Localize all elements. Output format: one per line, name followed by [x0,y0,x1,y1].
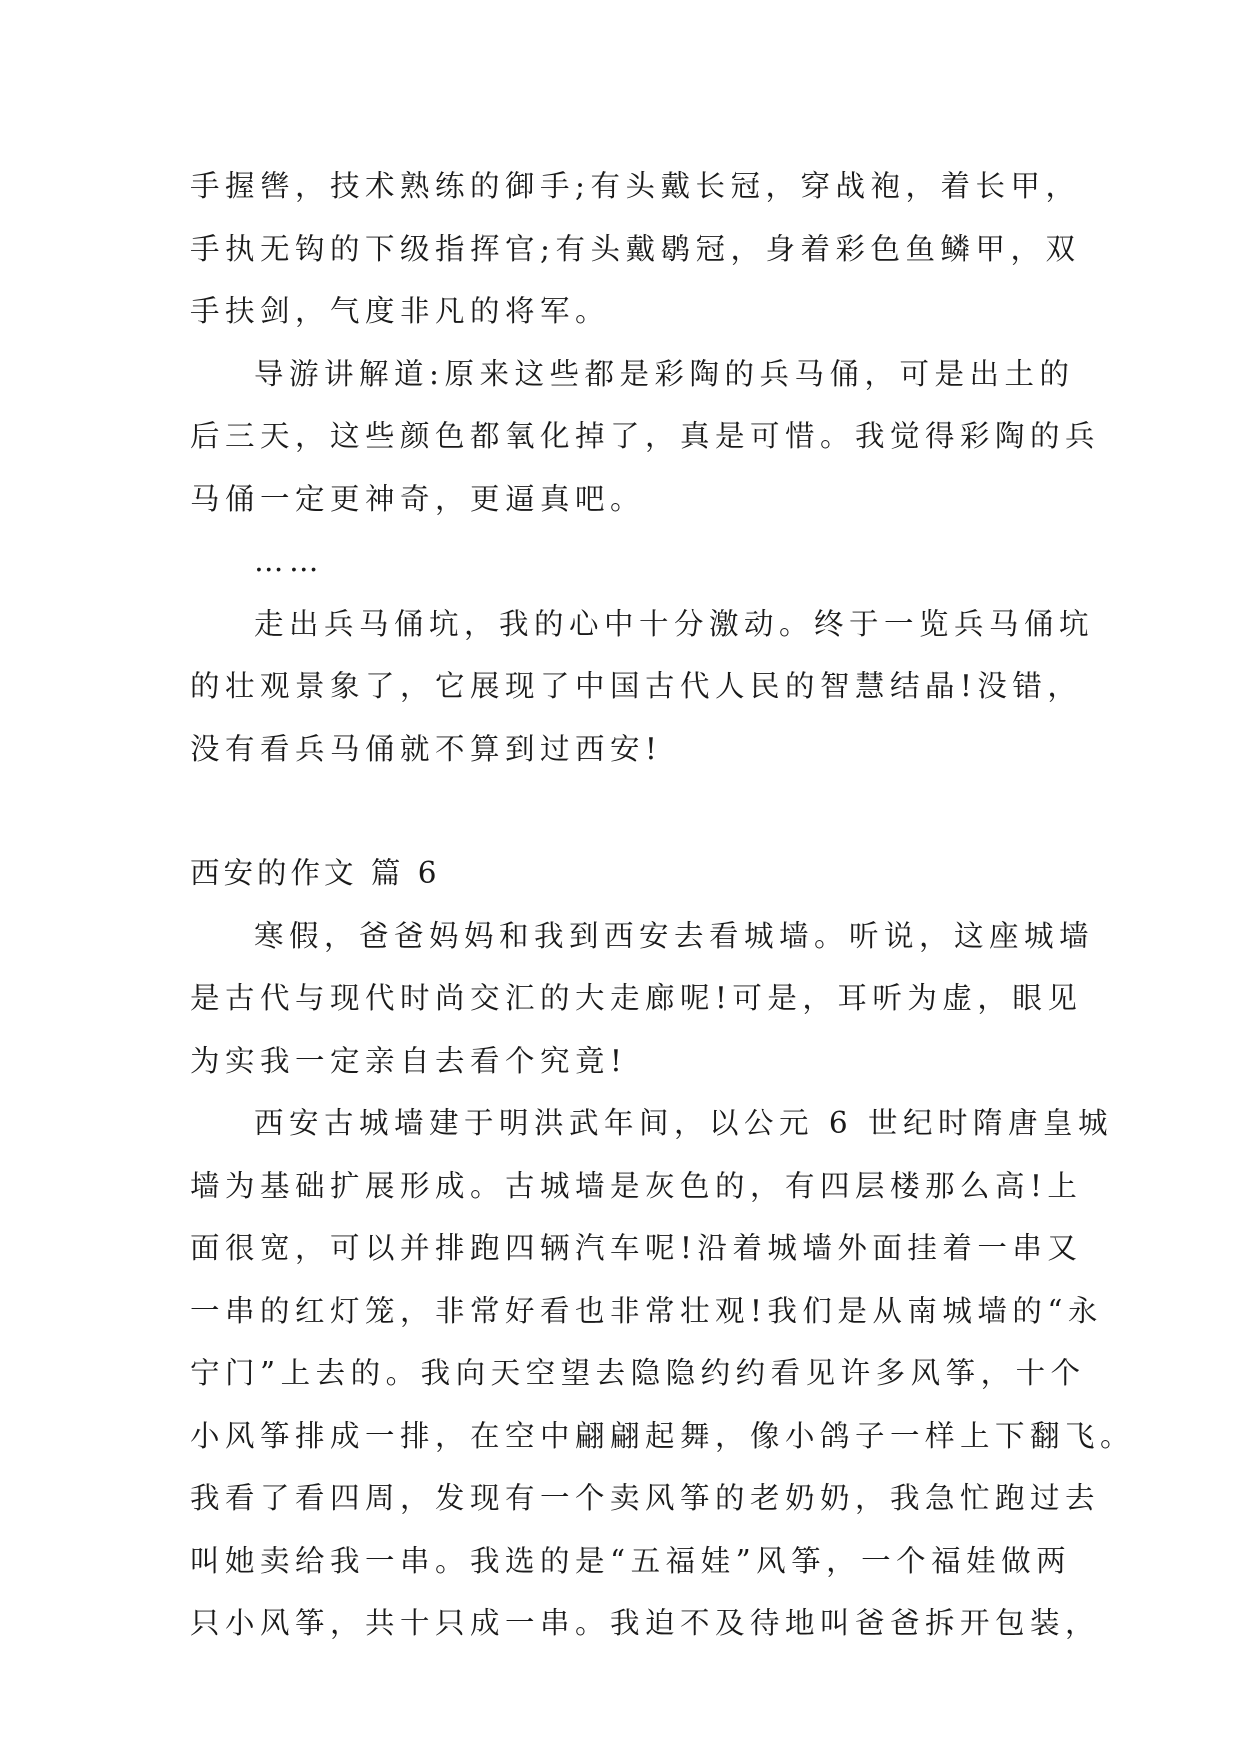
text-line: 墙为基础扩展形成。古城墙是灰色的，有四层楼那么高!上 [190,1168,1083,1203]
section-title: 西安的作文 篇 6 [190,856,441,890]
section-spacer [190,780,1056,842]
text-line: 我看了看四周，发现有一个卖风筝的老奶奶，我急忙跑过去 [190,1481,1101,1515]
text-line: 的壮观景象了，它展现了中国古代人民的智慧结晶!没错， [190,669,1083,703]
text-line: 手执无钩的下级指挥官;有头戴鹖冠，身着彩色鱼鳞甲，双 [190,231,1081,266]
text-line: 一串的红灯笼，非常好看也非常壮观!我们是从南城墙的“永 [190,1293,1103,1328]
paragraph-2 [190,343,1101,531]
text-line: 是古代与现代时尚交汇的大走廊呢!可是，耳听为虚，眼见 [190,981,1083,1015]
text-line: 为实我一定亲自去看个究竟! [190,1043,628,1078]
paragraph-5 [190,1092,1136,1655]
paragraph-3 [190,593,1095,781]
text-line: 马俑一定更神奇，更逼真吧。 [190,481,646,516]
text-line: 导游讲解道:原来这些都是彩陶的兵马俑，可是出土的 [254,356,1075,391]
text-line: 小风筝排成一排，在空中翩翩起舞，像小鸽子一样上下翻飞。 [190,1418,1136,1453]
paragraph-1 [190,155,1081,343]
text-line: 手握辔，技术熟练的御手;有头戴长冠，穿战袍，着长甲， [190,169,1081,203]
text-line: 西安古城墙建于明洪武年间，以公元 6 世纪时隋唐皇城 [254,1106,1114,1140]
text-line: 没有看兵马俑就不算到过西安! [190,731,663,766]
document-page [190,155,1136,1655]
text-line: 面很宽，可以并排跑四辆汽车呢!沿着城墙外面挂着一串又 [190,1231,1083,1265]
ellipsis-line: …… [254,544,324,578]
text-line: 寒假，爸爸妈妈和我到西安去看城墙。听说，这座城墙 [254,918,1095,953]
text-line: 手扶剑，气度非凡的将军。 [190,294,611,328]
text-line: 走出兵马俑坑，我的心中十分激动。终于一览兵马俑坑 [254,606,1095,641]
text-line: 叫她卖给我一串。我选的是“五福娃”风筝，一个福娃做两 [190,1543,1072,1578]
text-line: 后三天，这些颜色都氧化掉了，真是可惜。我觉得彩陶的兵 [190,419,1101,453]
text-line: 只小风筝，共十只成一串。我迫不及待地叫爸爸拆开包装， [190,1606,1101,1640]
text-line: 宁门”上去的。我向天空望去隐隐约约看见许多风筝，十个 [190,1356,1086,1390]
paragraph-4 [190,905,1095,1093]
